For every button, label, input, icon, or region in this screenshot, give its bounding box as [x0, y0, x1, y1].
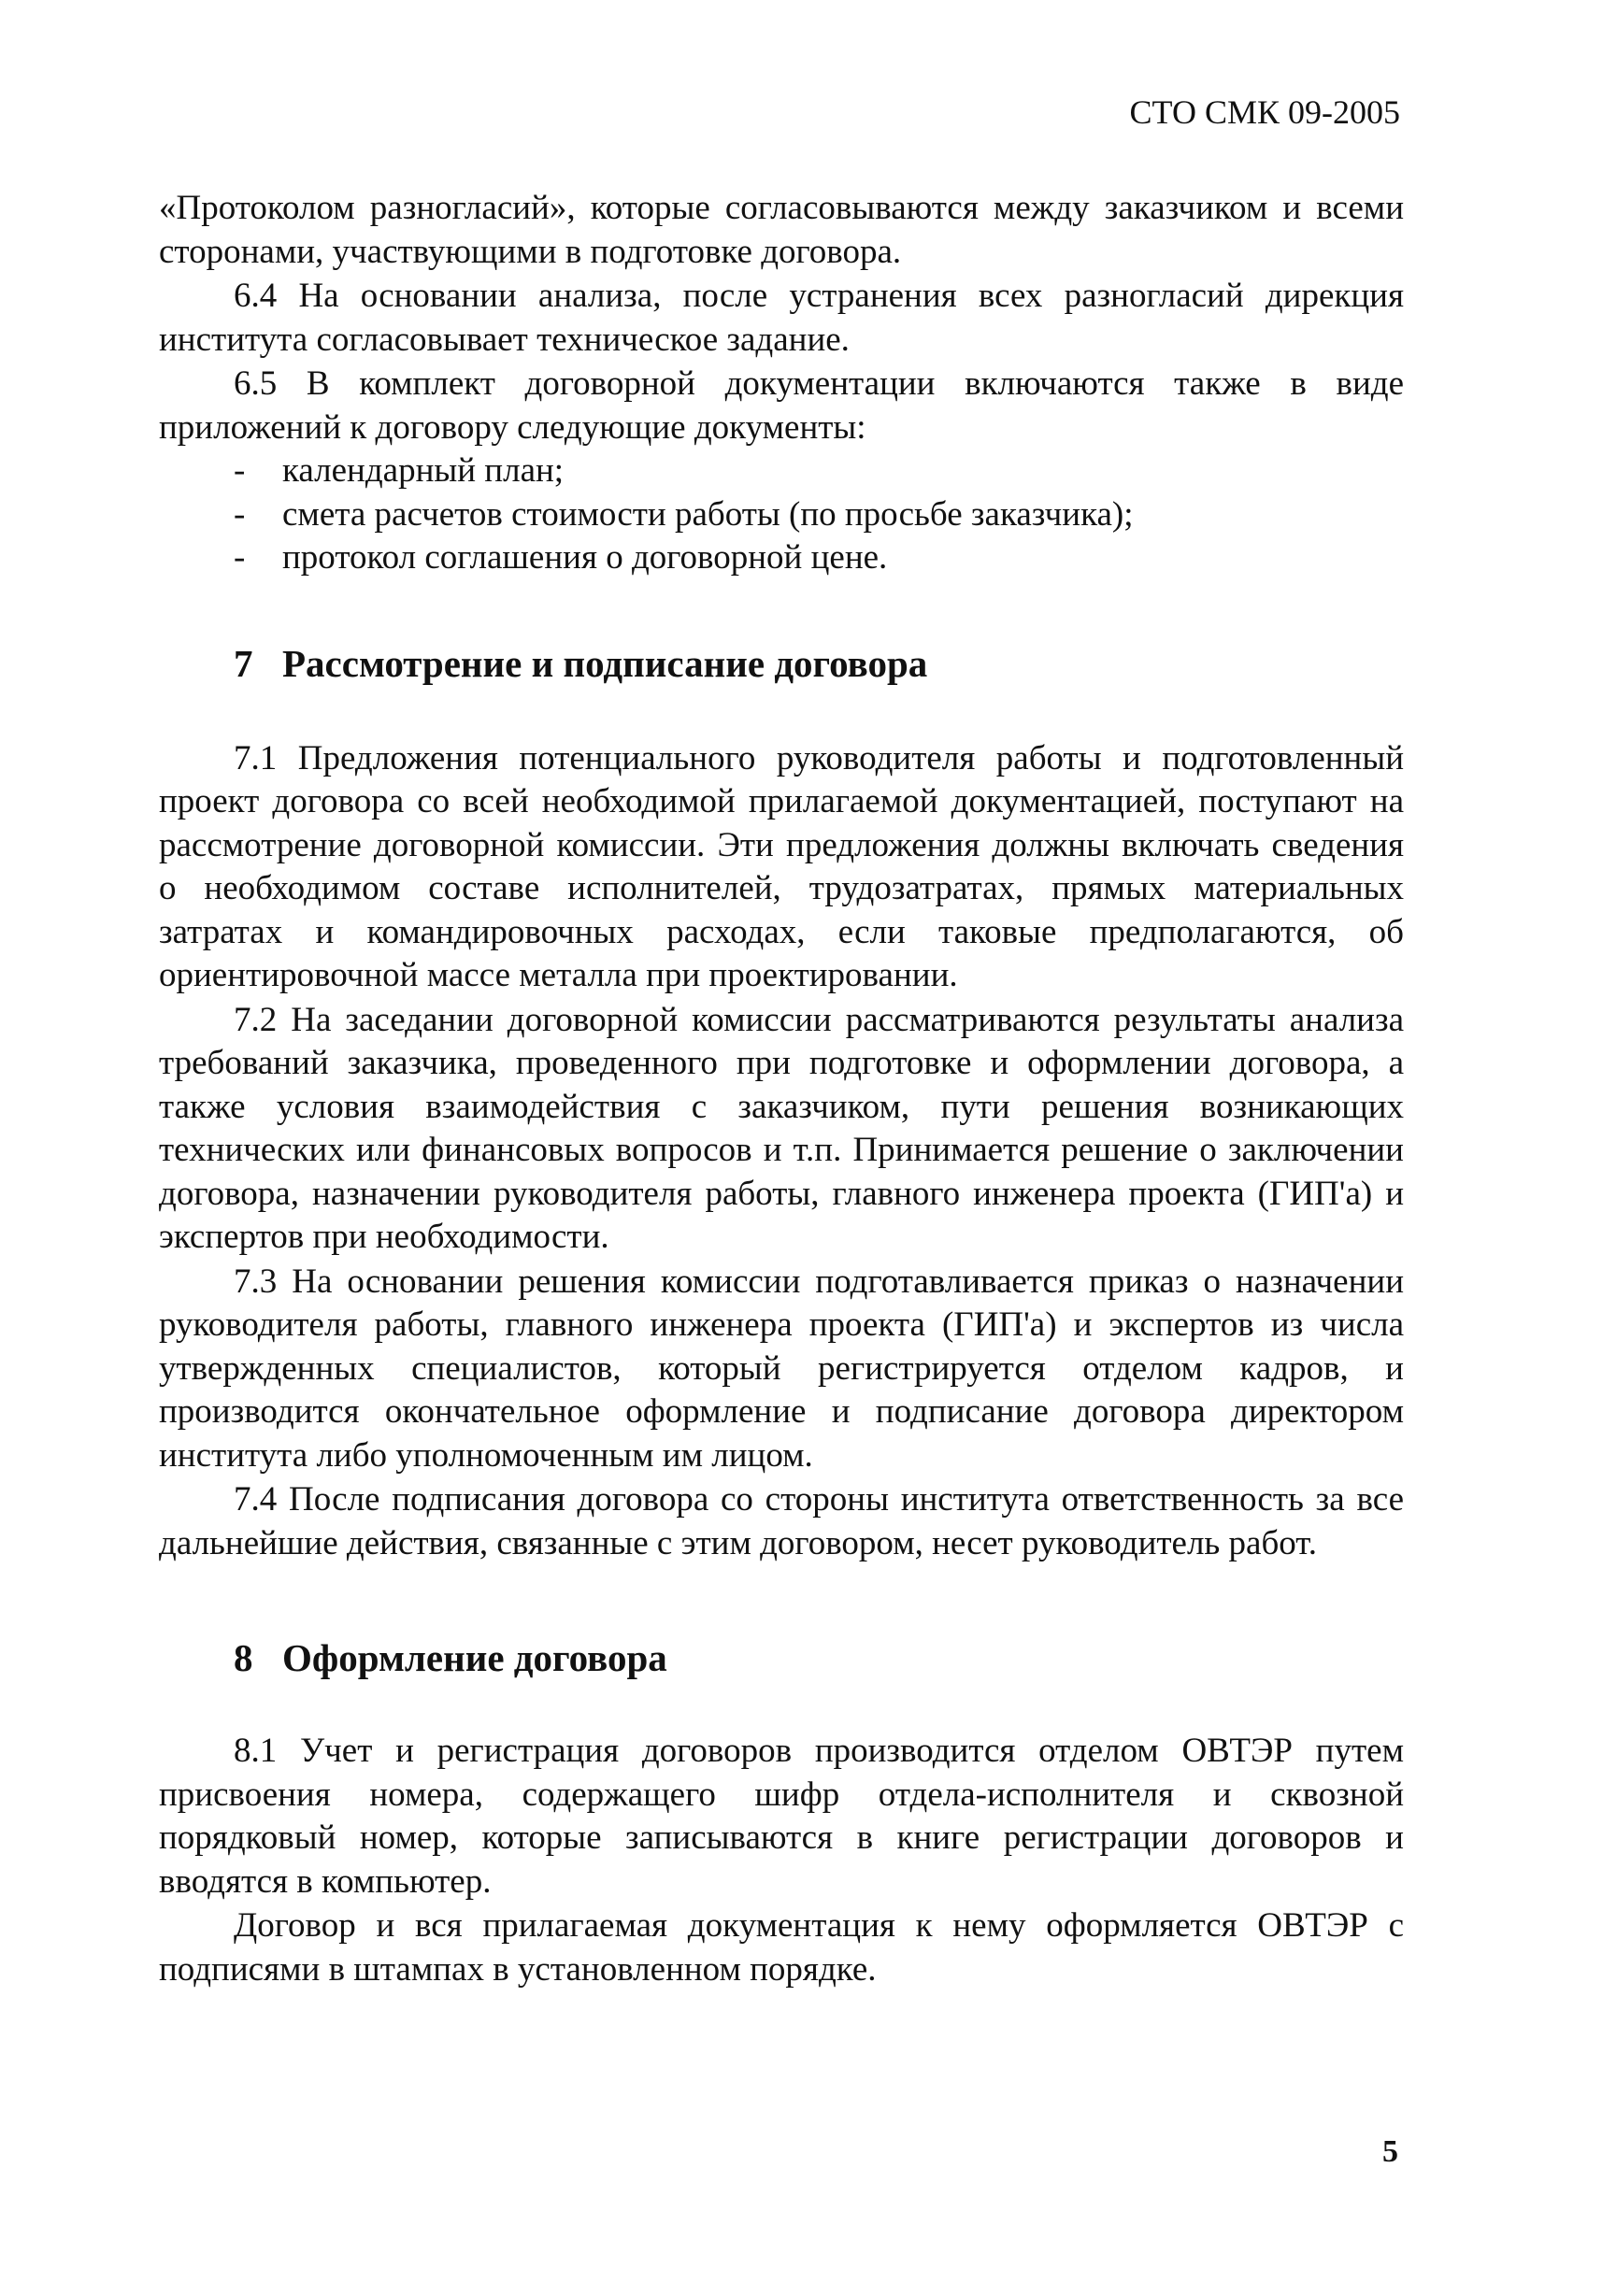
- list-item-text: протокол соглашения о договорной цене.: [282, 538, 888, 577]
- list-item: [159, 536, 1404, 580]
- paragraph-7-3: 7.3 На основании решения комиссии подготавливается приказ о назначении руководителя работы, главного инженера проекта (ГИП'а) и экспертов из числа утвержденных специалистов, который регистрируется отделом кадров, и производится окончательное оформление и подписание договора директором института либо уполномоченным им лицом.: [159, 1262, 1404, 1475]
- paragraph-7-4: 7.4 После подписания договора со стороны института ответственность за все дальнейшие действия, связанные с этим договором, несет руководитель работ.: [159, 1480, 1404, 1562]
- section-title: Оформление договора: [282, 1636, 667, 1679]
- list-marker: -: [234, 538, 246, 577]
- list-item: [159, 449, 1404, 493]
- paragraph-8-1: 8.1 Учет и регистрация договоров производится отделом ОВТЭР путем присвоения номера, содержащего шифр отдела-исполнителя и сквозной порядковый номер, которые записываются в книге регистрации договоров и вводятся в компьютер.: [159, 1732, 1404, 1901]
- paragraph-7-1: 7.1 Предложения потенциального руководителя работы и подготовленный проект договора со всей необходимой прилагаемой документацией, поступают на рассмотрение договорной комиссии. Эти предложения должны включать сведения о необходимом составе исполнителей, трудозатратах, прямых материальных затратах и командировочных расходах, если таковые предполагаются, об ориентировочной массе металла при проектировании.: [159, 738, 1404, 994]
- paragraph-8-2: Договор и вся прилагаемая документация к нему оформляется ОВТЭР с подписями в штампах в установленном порядке.: [159, 1906, 1404, 1989]
- page-number: 5: [1382, 2134, 1398, 2169]
- list-item-text: смета расчетов стоимости работы (по просьбе заказчика);: [282, 494, 1134, 534]
- paragraph-6-3-continuation: «Протоколом разногласий», которые согласовываются между заказчиком и всеми сторонами, участвующими в подготовке договора.: [159, 189, 1404, 271]
- document-body: [159, 187, 1404, 1991]
- section-7-heading: [159, 640, 1404, 687]
- list-marker: -: [234, 494, 246, 534]
- section-8-heading: [159, 1634, 1404, 1681]
- paragraph-7-2: 7.2 На заседании договорной комиссии рассматриваются результаты анализа требований заказчика, проведенного при подготовке и оформлении договора, а также условия взаимодействия с заказчиком, пути решения возникающих технических или финансовых вопросов и т.п. Принимается решение о заключении договора, назначении руководителя работы, главного инженера проекта (ГИП'а) и экспертов при необходимости.: [159, 1000, 1404, 1256]
- appendix-documents-list: [159, 449, 1404, 580]
- paragraph-6-5: 6.5 В комплект договорной документации включаются также в виде приложений к договору следующие документы:: [159, 364, 1404, 447]
- paragraph-6-4: 6.4 На основании анализа, после устранения всех разногласий дирекция института согласовывает техническое задание.: [159, 277, 1404, 359]
- section-number: 8: [234, 1636, 253, 1679]
- list-item: [159, 493, 1404, 537]
- section-title: Рассмотрение и подписание договора: [282, 641, 928, 685]
- section-number: 7: [234, 641, 253, 685]
- list-item-text: календарный план;: [282, 451, 565, 490]
- list-marker: -: [234, 451, 246, 490]
- document-code: СТО СМК 09-2005: [1129, 93, 1400, 131]
